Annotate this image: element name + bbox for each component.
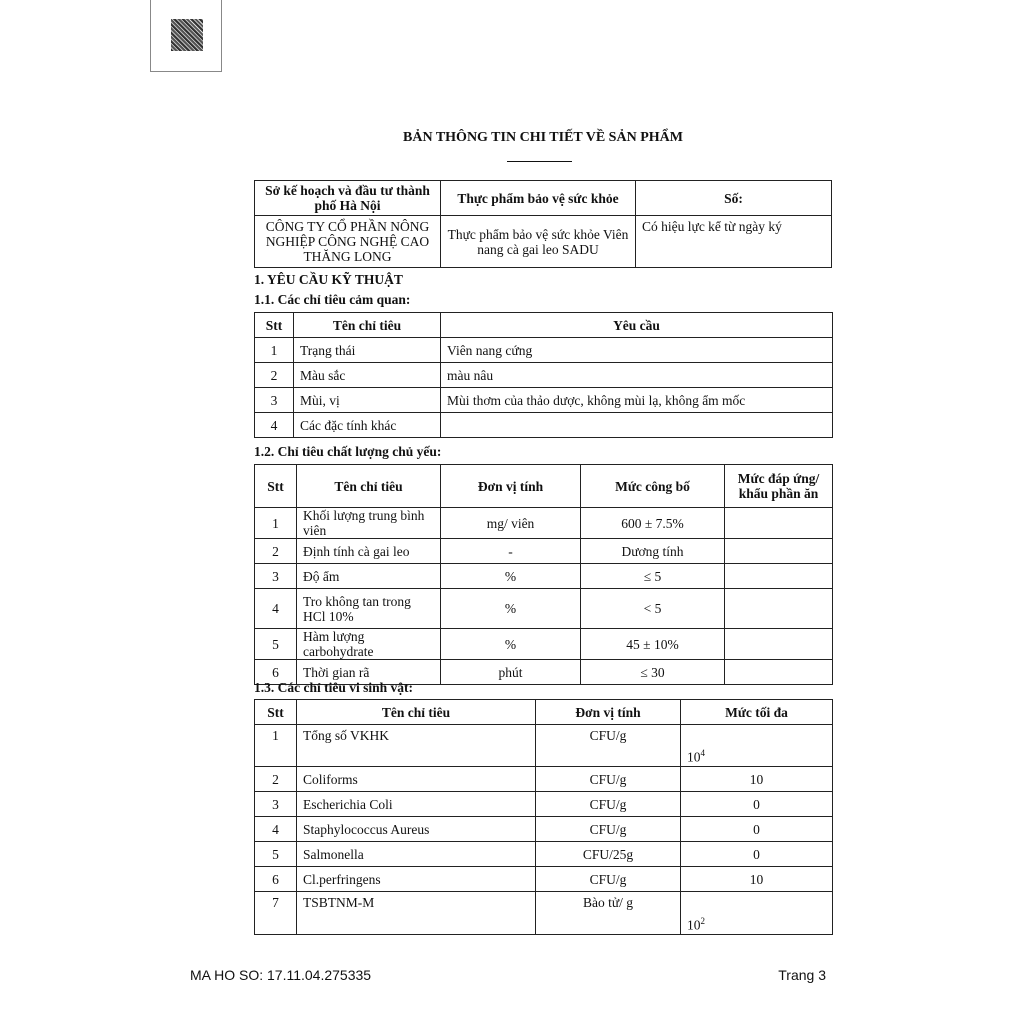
qr-code — [150, 0, 222, 72]
unit-cell: % — [441, 564, 581, 589]
product-cell: Thực phẩm bảo vệ sức khỏe Viên nang cà gai leo SADU — [441, 216, 636, 268]
max-level-exponent: 2 — [700, 915, 705, 926]
serving-level-cell — [725, 508, 833, 539]
criterion-cell: Coliforms — [297, 767, 536, 792]
stt-cell: 7 — [255, 892, 297, 935]
criterion-cell: Hàm lượng carbohydrate — [297, 629, 441, 660]
table-row — [255, 508, 833, 539]
table-row — [255, 338, 833, 363]
requirement-cell: Mùi thơm của thảo dược, không mùi lạ, không ẩm mốc — [441, 388, 833, 413]
column-header: Mức đáp ứng/ khẩu phần ăn — [725, 465, 833, 508]
section-1-1-heading: 1.1. Các chỉ tiêu cảm quan: — [254, 292, 411, 307]
column-header: Stt — [255, 465, 297, 508]
column-header: Tên chỉ tiêu — [297, 465, 441, 508]
table-row — [255, 564, 833, 589]
quality-table — [254, 464, 833, 685]
max-level-base: 10 — [749, 871, 764, 887]
unit-cell: Bào tử/ g — [536, 892, 681, 935]
company-cell: CÔNG TY CỔ PHẦN NÔNG NGHIỆP CÔNG NGHỆ CAO THĂNG LONG — [255, 216, 441, 268]
serving-level-cell — [725, 589, 833, 629]
criterion-cell: Escherichia Coli — [297, 792, 536, 817]
declared-level-cell: < 5 — [581, 589, 725, 629]
unit-cell: mg/ viên — [441, 508, 581, 539]
criterion-cell: Thời gian rã — [297, 660, 441, 685]
page-number: Trang 3 — [778, 967, 826, 983]
number-cell: Số: — [636, 181, 832, 216]
file-number: MA HO SO: 17.11.04.275335 — [190, 967, 372, 983]
sensory-table — [254, 312, 833, 438]
column-header: Mức tối đa — [681, 700, 833, 725]
table-row — [255, 867, 833, 892]
table-row — [255, 767, 833, 792]
column-header: Stt — [255, 700, 297, 725]
unit-cell: - — [441, 539, 581, 564]
declared-level-cell: ≤ 30 — [581, 660, 725, 685]
stt-cell: 5 — [255, 842, 297, 867]
max-level-cell — [681, 867, 833, 892]
declared-level-cell: Dương tính — [581, 539, 725, 564]
requirement-cell: màu nâu — [441, 363, 833, 388]
criterion-cell: Salmonella — [297, 842, 536, 867]
table-row — [255, 817, 833, 842]
table-header-row — [255, 465, 833, 508]
serving-level-cell — [725, 660, 833, 685]
max-level-cell — [681, 817, 833, 842]
criterion-cell: Màu sắc — [294, 363, 441, 388]
max-level-cell — [681, 892, 833, 935]
title-underline — [507, 161, 572, 162]
declared-level-cell: 45 ± 10% — [581, 629, 725, 660]
declared-level-cell: 600 ± 7.5% — [581, 508, 725, 539]
column-header: Tên chỉ tiêu — [297, 700, 536, 725]
criterion-cell: Độ ẩm — [297, 564, 441, 589]
stt-cell: 3 — [255, 792, 297, 817]
max-level-cell — [681, 725, 833, 767]
section-1-3-heading: 1.3. Các chỉ tiêu vi sinh vật: — [254, 680, 414, 695]
max-level-exponent: 4 — [700, 747, 705, 758]
requirement-cell — [441, 413, 833, 438]
table-row — [255, 363, 833, 388]
serving-level-cell — [725, 564, 833, 589]
issuer-cell: Sở kế hoạch và đầu tư thành phố Hà Nội — [255, 181, 441, 216]
column-header: Tên chỉ tiêu — [294, 313, 441, 338]
stt-cell: 4 — [255, 817, 297, 842]
stt-cell: 4 — [255, 413, 294, 438]
max-level-cell — [681, 792, 833, 817]
max-level-base: 10 — [749, 771, 764, 787]
stt-cell: 1 — [255, 508, 297, 539]
stt-cell: 5 — [255, 629, 297, 660]
max-level-cell — [681, 842, 833, 867]
unit-cell: CFU/g — [536, 725, 681, 767]
validity-cell: Có hiệu lực kể từ ngày ký — [636, 216, 832, 268]
document-title: BẢN THÔNG TIN CHI TIẾT VỀ SẢN PHẨM — [403, 130, 683, 145]
stt-cell: 2 — [255, 539, 297, 564]
criterion-cell: TSBTNM-M — [297, 892, 536, 935]
criterion-cell: Tổng số VKHK — [297, 725, 536, 767]
table-header-row — [255, 700, 833, 725]
max-level-base: 10 — [687, 917, 701, 932]
criterion-cell: Cl.perfringens — [297, 867, 536, 892]
unit-cell: CFU/g — [536, 767, 681, 792]
stt-cell: 1 — [255, 725, 297, 767]
microbiology-table — [254, 699, 833, 935]
column-header: Mức công bố — [581, 465, 725, 508]
table-row — [255, 892, 833, 935]
max-level-base: 10 — [687, 749, 701, 764]
unit-cell: CFU/g — [536, 792, 681, 817]
max-level-cell — [681, 767, 833, 792]
table-row — [255, 589, 833, 629]
unit-cell: CFU/g — [536, 817, 681, 842]
stt-cell: 2 — [255, 767, 297, 792]
max-level-base: 0 — [753, 796, 760, 812]
table-row — [255, 629, 833, 660]
stt-cell: 3 — [255, 388, 294, 413]
requirement-cell: Viên nang cứng — [441, 338, 833, 363]
max-level-base: 0 — [753, 846, 760, 862]
table-header-row — [255, 313, 833, 338]
unit-cell: % — [441, 589, 581, 629]
table-row — [255, 842, 833, 867]
column-header: Yêu cầu — [441, 313, 833, 338]
column-header: Đơn vị tính — [536, 700, 681, 725]
table-row — [255, 539, 833, 564]
table-row — [255, 388, 833, 413]
criterion-cell: Mùi, vị — [294, 388, 441, 413]
stt-cell: 3 — [255, 564, 297, 589]
stt-cell: 2 — [255, 363, 294, 388]
criterion-cell: Trạng thái — [294, 338, 441, 363]
criterion-cell: Tro không tan trong HCl 10% — [297, 589, 441, 629]
section-1-2-heading: 1.2. Chỉ tiêu chất lượng chủ yếu: — [254, 444, 442, 459]
table-row — [255, 413, 833, 438]
criterion-cell: Định tính cà gai leo — [297, 539, 441, 564]
category-cell: Thực phẩm bảo vệ sức khỏe — [441, 181, 636, 216]
table-row — [255, 792, 833, 817]
serving-level-cell — [725, 629, 833, 660]
stt-cell: 1 — [255, 338, 294, 363]
table-row — [255, 725, 833, 767]
criterion-cell: Staphylococcus Aureus — [297, 817, 536, 842]
unit-cell: CFU/25g — [536, 842, 681, 867]
criterion-cell: Các đặc tính khác — [294, 413, 441, 438]
section-1-heading: 1. YÊU CẦU KỸ THUẬT — [254, 272, 403, 287]
unit-cell: CFU/g — [536, 867, 681, 892]
stt-cell: 4 — [255, 589, 297, 629]
info-table — [254, 180, 832, 268]
column-header: Đơn vị tính — [441, 465, 581, 508]
serving-level-cell — [725, 539, 833, 564]
column-header: Stt — [255, 313, 294, 338]
unit-cell: phút — [441, 660, 581, 685]
unit-cell: % — [441, 629, 581, 660]
declared-level-cell: ≤ 5 — [581, 564, 725, 589]
criterion-cell: Khối lượng trung bình viên — [297, 508, 441, 539]
max-level-base: 0 — [753, 821, 760, 837]
stt-cell: 6 — [255, 867, 297, 892]
stt-cell: 6 — [255, 660, 297, 685]
